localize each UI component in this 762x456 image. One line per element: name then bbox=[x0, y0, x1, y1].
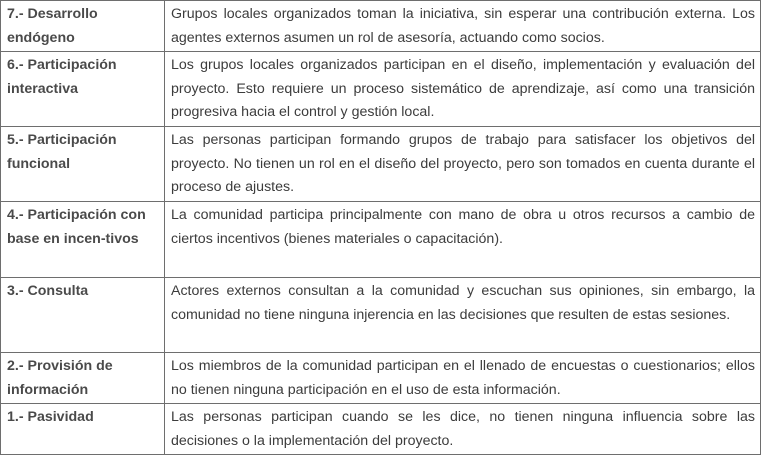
table-row bbox=[1, 404, 761, 455]
level-description: Los grupos locales organizados participan en el diseño, implementación y evaluación del proyecto. Esto requiere un proceso sistemático de aprendizaje, así como una transición progresiva hacia el control y gestión local. bbox=[165, 52, 761, 127]
level-label: 3.- Consulta bbox=[1, 278, 165, 353]
level-label: 1.- Pasividad bbox=[1, 404, 165, 455]
table-row bbox=[1, 353, 761, 404]
level-label: 6.- Participación interactiva bbox=[1, 52, 165, 127]
level-description: Grupos locales organizados toman la iniciativa, sin esperar una contribución externa. Los agentes externos asumen un rol de asesoría, actuando como socios. bbox=[165, 1, 761, 52]
level-description: La comunidad participa principalmente con mano de obra u otros recursos a cambio de ciertos incentivos (bienes materiales o capacitación). bbox=[165, 202, 761, 278]
table-row bbox=[1, 52, 761, 127]
table-row bbox=[1, 127, 761, 202]
level-description: Los miembros de la comunidad participan en el llenado de encuestas o cuestionarios; ellos no tienen ninguna participación en el uso de esta información. bbox=[165, 353, 761, 404]
level-description: Las personas participan cuando se les dice, no tienen ninguna influencia sobre las decisiones o la implementación del proyecto. bbox=[165, 404, 761, 455]
table-row bbox=[1, 278, 761, 353]
level-label: 7.- Desarrollo endógeno bbox=[1, 1, 165, 52]
level-label: 4.- Participación con base en incen-tivos bbox=[1, 202, 165, 278]
level-description: Las personas participan formando grupos de trabajo para satisfacer los objetivos del proyecto. No tienen un rol en el diseño del proyecto, pero son tomados en cuenta durante el proceso de ajustes. bbox=[165, 127, 761, 202]
table-row bbox=[1, 1, 761, 52]
level-label: 2.- Provisión de información bbox=[1, 353, 165, 404]
level-label: 5.- Participación funcional bbox=[1, 127, 165, 202]
level-description: Actores externos consultan a la comunidad y escuchan sus opiniones, sin embargo, la comunidad no tiene ninguna injerencia en las decisiones que resulten de estas sesiones. bbox=[165, 278, 761, 353]
table-row bbox=[1, 202, 761, 278]
